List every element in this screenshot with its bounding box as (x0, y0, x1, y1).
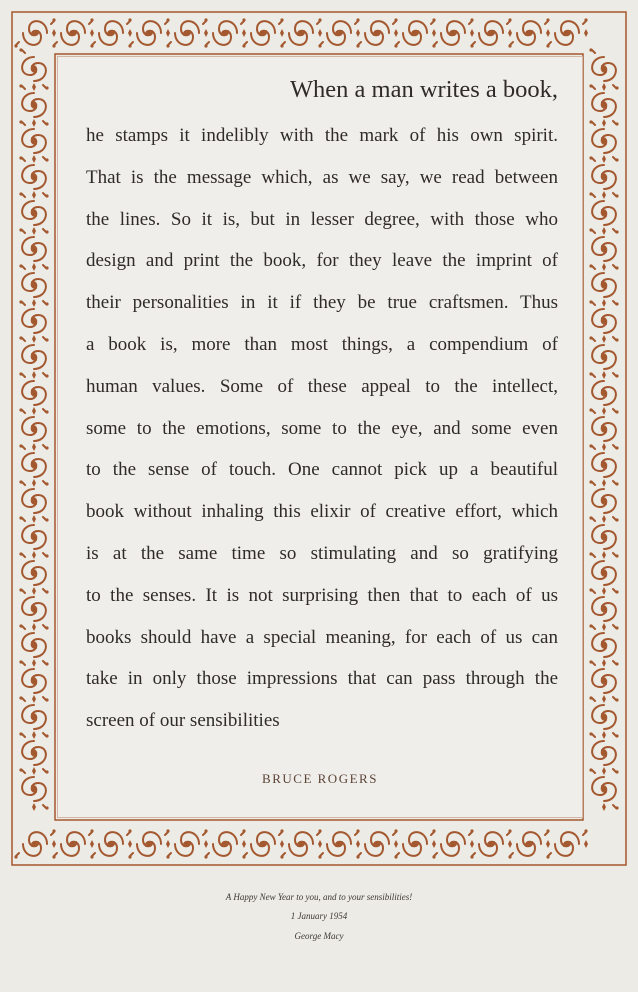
quote-line: That is the message which, as we say, we read between (86, 166, 558, 188)
quote-line: the lines. So it is, but in lesser degree, with those who (86, 208, 558, 230)
new-year-greeting: A Happy New Year to you, and to your sensibilities! (225, 892, 413, 902)
quote-line: screen of our sensibilities (86, 710, 280, 732)
colophon-signature: George Macy (294, 931, 344, 941)
quote-line: book without inhaling this elixir of creative effort, which (86, 501, 558, 523)
quote-line: take in only those impressions that can pass through the (86, 668, 558, 690)
quote-line: he stamps it indelibly with the mark of his own spirit. (86, 125, 558, 146)
quote-line: their personalities in it if they be true craftsmen. Thus (86, 292, 558, 314)
quote-line: When a man writes a book, (289, 76, 558, 103)
quote-line: a book is, more than most things, a compendium of (86, 334, 558, 355)
quote-line: design and print the book, for they leave the imprint of (86, 250, 558, 272)
quote-line: human values. Some of these appeal to the intellect, (86, 375, 558, 397)
quote-line: to the sense of touch. One cannot pick up a beautiful (86, 459, 558, 481)
author-name: BRUCE ROGERS (262, 771, 378, 786)
quote-line: to the senses. It is not surprising then that to each of us (86, 584, 558, 606)
colophon-date: 1 January 1954 (290, 911, 348, 921)
quote-line: is at the same time so stimulating and so gratifying (86, 543, 558, 564)
quote-line: some to the emotions, some to the eye, and some even (86, 417, 558, 439)
quote-line: books should have a special meaning, for each of us can (86, 626, 558, 648)
